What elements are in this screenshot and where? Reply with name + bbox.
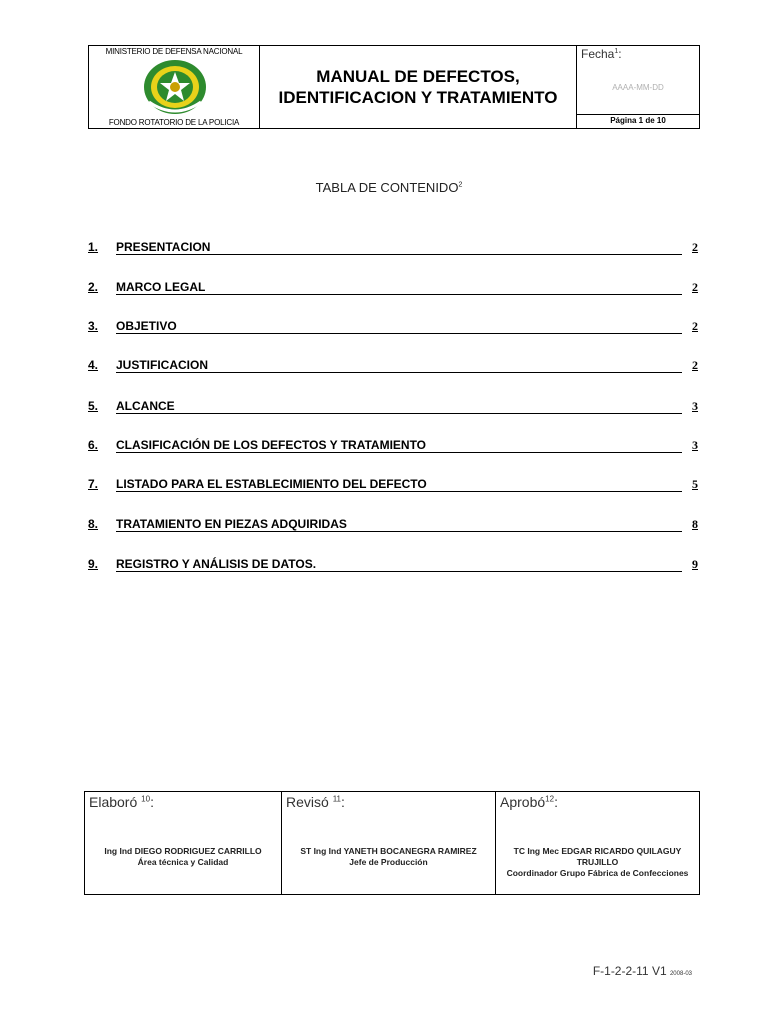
toc-item-label[interactable]: TRATAMIENTO EN PIEZAS ADQUIRIDAS xyxy=(116,517,682,532)
toc-title xyxy=(0,180,768,195)
toc-item-label[interactable]: REGISTRO Y ANÁLISIS DE DATOS. xyxy=(116,557,682,572)
date-placeholder: AAAA-MM-DD xyxy=(612,83,664,92)
form-date: 2008-03 xyxy=(669,971,692,977)
toc-item[interactable] xyxy=(88,557,698,573)
reviso-colon: : xyxy=(341,794,345,810)
toc-item-page: 3 xyxy=(692,438,698,452)
police-emblem-icon xyxy=(141,56,209,118)
elaboro-role: Área técnica y Calidad xyxy=(137,857,229,867)
toc-item-number: 4. xyxy=(88,358,99,372)
elaboro-cell xyxy=(85,792,282,894)
toc-item[interactable] xyxy=(88,438,698,454)
toc-item-number: 6. xyxy=(88,438,99,452)
approval-table xyxy=(84,791,700,895)
aprobo-label xyxy=(500,794,558,810)
toc-item-number: 9. xyxy=(88,557,99,571)
toc-item-label[interactable]: JUSTIFICACION xyxy=(116,358,682,373)
elaboro-colon: : xyxy=(150,794,154,810)
toc-item-page: 5 xyxy=(692,477,698,491)
aprobo-name: TC Ing Mec EDGAR RICARDO QUILAGUY TRUJILLO xyxy=(513,846,682,867)
date-footnote: 1 xyxy=(614,48,619,55)
aprobo-cell xyxy=(496,792,699,894)
toc-item-page: 2 xyxy=(692,319,698,333)
toc-item[interactable] xyxy=(88,319,698,335)
toc-item-page: 2 xyxy=(692,358,698,372)
aprobo-signer xyxy=(498,846,697,879)
toc-item-number: 1. xyxy=(88,240,99,254)
toc-item[interactable] xyxy=(88,280,698,296)
toc-item[interactable] xyxy=(88,477,698,493)
reviso-cell xyxy=(282,792,496,894)
toc-item[interactable] xyxy=(88,240,698,256)
toc-item-label[interactable]: OBJETIVO xyxy=(116,319,682,334)
aprobo-footnote: 12 xyxy=(545,794,555,804)
page-number: Página 1 de 10 xyxy=(610,116,666,125)
form-code xyxy=(593,964,692,978)
title-line-1: MANUAL DE DEFECTOS, xyxy=(316,67,520,86)
toc-item-label[interactable]: PRESENTACION xyxy=(116,240,682,255)
aprobo-colon: : xyxy=(554,794,558,810)
header-date-cell xyxy=(577,46,699,128)
reviso-footnote: 11 xyxy=(332,794,341,804)
date-colon: : xyxy=(618,47,622,61)
elaboro-name: Ing Ind DIEGO RODRIGUEZ CARRILLO xyxy=(104,846,262,856)
toc-item-number: 3. xyxy=(88,319,99,333)
date-divider xyxy=(577,114,699,115)
toc-item-number: 5. xyxy=(88,399,99,413)
aprobo-role: Coordinador Grupo Fábrica de Confecciones xyxy=(506,868,689,878)
reviso-label xyxy=(286,794,345,810)
reviso-signer xyxy=(284,846,493,868)
toc-item-number: 7. xyxy=(88,477,99,491)
document-title xyxy=(279,66,558,108)
header-logo-cell xyxy=(89,46,260,128)
ministry-name: MINISTERIO DE DEFENSA NACIONAL xyxy=(105,47,243,56)
elaboro-label-text: Elaboró xyxy=(89,794,138,810)
toc-item[interactable] xyxy=(88,358,698,374)
toc-item-page: 2 xyxy=(692,240,698,254)
toc-item-page: 3 xyxy=(692,399,698,413)
toc-item-page: 8 xyxy=(692,517,698,531)
date-label-text: Fecha xyxy=(581,47,615,61)
elaboro-signer xyxy=(87,846,279,868)
fund-name: FONDO ROTATORIO DE LA POLICIA xyxy=(108,118,240,127)
toc-item[interactable] xyxy=(88,399,698,415)
document-header xyxy=(88,45,700,129)
aprobo-label-text: Aprobó xyxy=(500,794,546,810)
toc-item-page: 2 xyxy=(692,280,698,294)
form-code-text: F-1-2-2-11 V1 xyxy=(592,964,667,978)
toc-item-label[interactable]: MARCO LEGAL xyxy=(116,280,682,295)
reviso-label-text: Revisó xyxy=(286,794,329,810)
toc-item-label[interactable]: LISTADO PARA EL ESTABLECIMIENTO DEL DEFECTO xyxy=(116,477,682,492)
toc-item-number: 8. xyxy=(88,517,99,531)
toc-item-page: 9 xyxy=(692,557,698,571)
elaboro-label xyxy=(89,794,154,810)
header-title-cell xyxy=(260,46,577,128)
title-line-2: IDENTIFICACION Y TRATAMIENTO xyxy=(278,88,558,107)
date-label xyxy=(581,47,622,61)
toc-item[interactable] xyxy=(88,517,698,533)
toc-item-number: 2. xyxy=(88,280,99,294)
toc-title-text: TABLA DE CONTENIDO xyxy=(315,180,459,195)
toc-item-label[interactable]: ALCANCE xyxy=(116,399,682,414)
elaboro-footnote: 10 xyxy=(141,794,151,804)
toc-item-label[interactable]: CLASIFICACIÓN DE LOS DEFECTOS Y TRATAMIENTO xyxy=(116,438,682,453)
reviso-role: Jefe de Producción xyxy=(349,857,428,867)
reviso-name: ST Ing Ind YANETH BOCANEGRA RAMIREZ xyxy=(300,846,477,856)
toc-footnote: 2 xyxy=(458,181,463,189)
